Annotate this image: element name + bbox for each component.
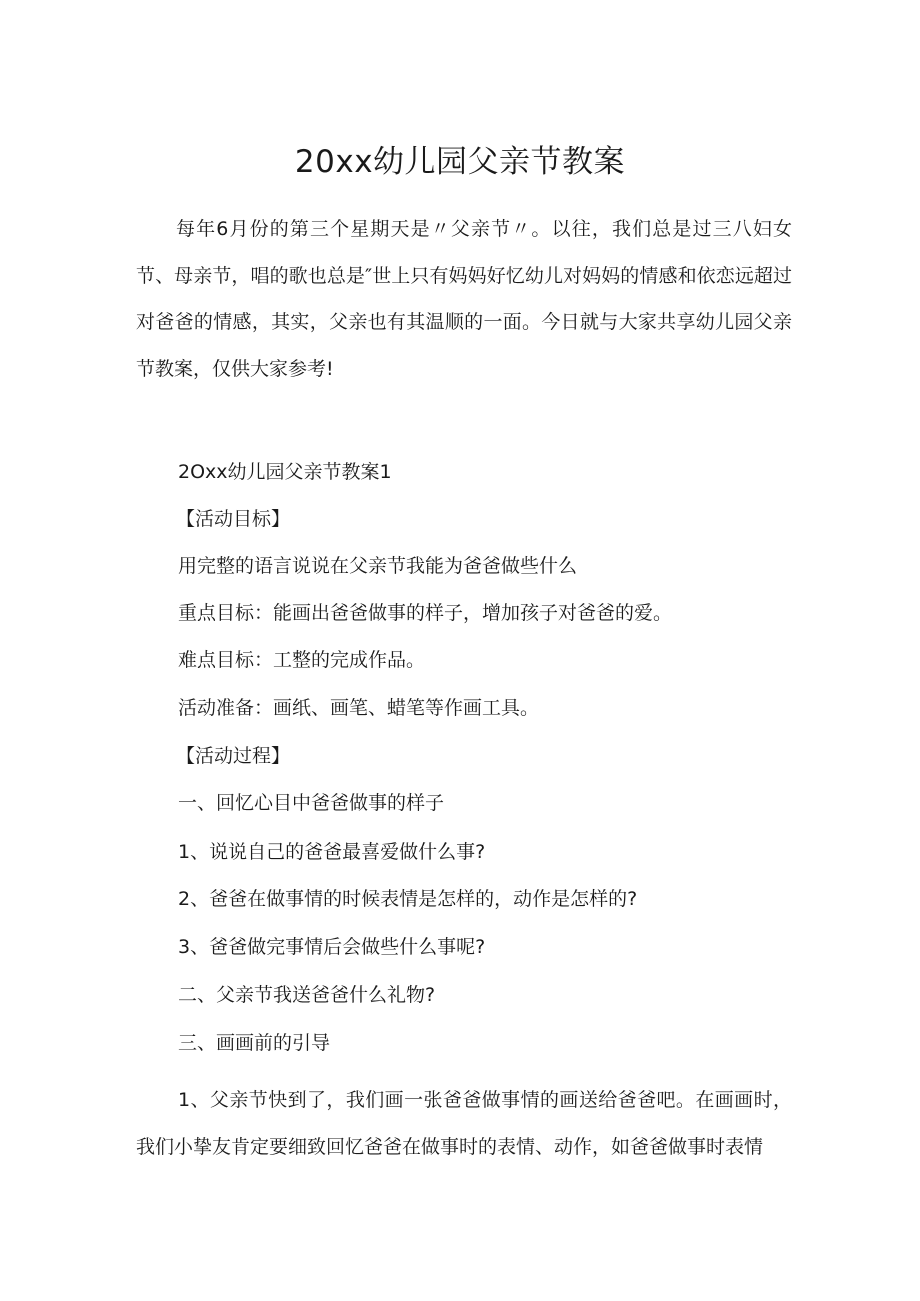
question-one-line: 1、说说自己的爸爸最喜爱做什么事?: [178, 841, 486, 863]
section-heading: 2Oxx幼儿园父亲节教案1: [178, 461, 392, 483]
question-three-line: 3、爸爸做完事情后会做些什么事呢?: [178, 936, 486, 958]
activity-goal-heading: 【活动目标】: [176, 508, 291, 530]
question-two-line: 2、爸爸在做事情的时候表情是怎样的，动作是怎样的?: [178, 888, 638, 910]
preparation-line: 活动准备：画纸、画笔、蜡笔等作画工具。: [178, 697, 540, 719]
activity-process-heading: 【活动过程】: [176, 745, 291, 767]
goal-line: 用完整的语言说说在父亲节我能为爸爸做些什么: [178, 555, 578, 577]
final-paragraph: 1、父亲节快到了，我们画一张爸爸做事情的画送给爸爸吧。在画画时，我们小挚友肯定要细致回忆爸爸在做事时的表情、动作，如爸爸做事时表情: [136, 1089, 792, 1158]
intro-paragraph: 每年6月份的第三个星期天是〃父亲节〃。以往，我们总是过三八妇女节、母亲节，唱的歌也总是″世上只有妈妈好忆幼儿对妈妈的情感和依恋远超过对爸爸的情感，其实，父亲也有其温顺的一面。今日就与大家共享幼儿园父亲节教案，仅供大家参考!: [136, 218, 792, 380]
difficult-goal-line: 难点目标：工整的完成作品。: [178, 649, 426, 671]
step-one-line: 一、回忆心目中爸爸做事的样子: [178, 792, 445, 814]
key-goal-line: 重点目标：能画出爸爸做事的样子，增加孩子对爸爸的爱。: [178, 602, 673, 624]
document-title: 20xx幼儿园父亲节教案: [294, 144, 626, 180]
step-three-line: 三、画画前的引导: [178, 1032, 331, 1054]
step-two-line: 二、父亲节我送爸爸什么礼物?: [178, 984, 436, 1006]
